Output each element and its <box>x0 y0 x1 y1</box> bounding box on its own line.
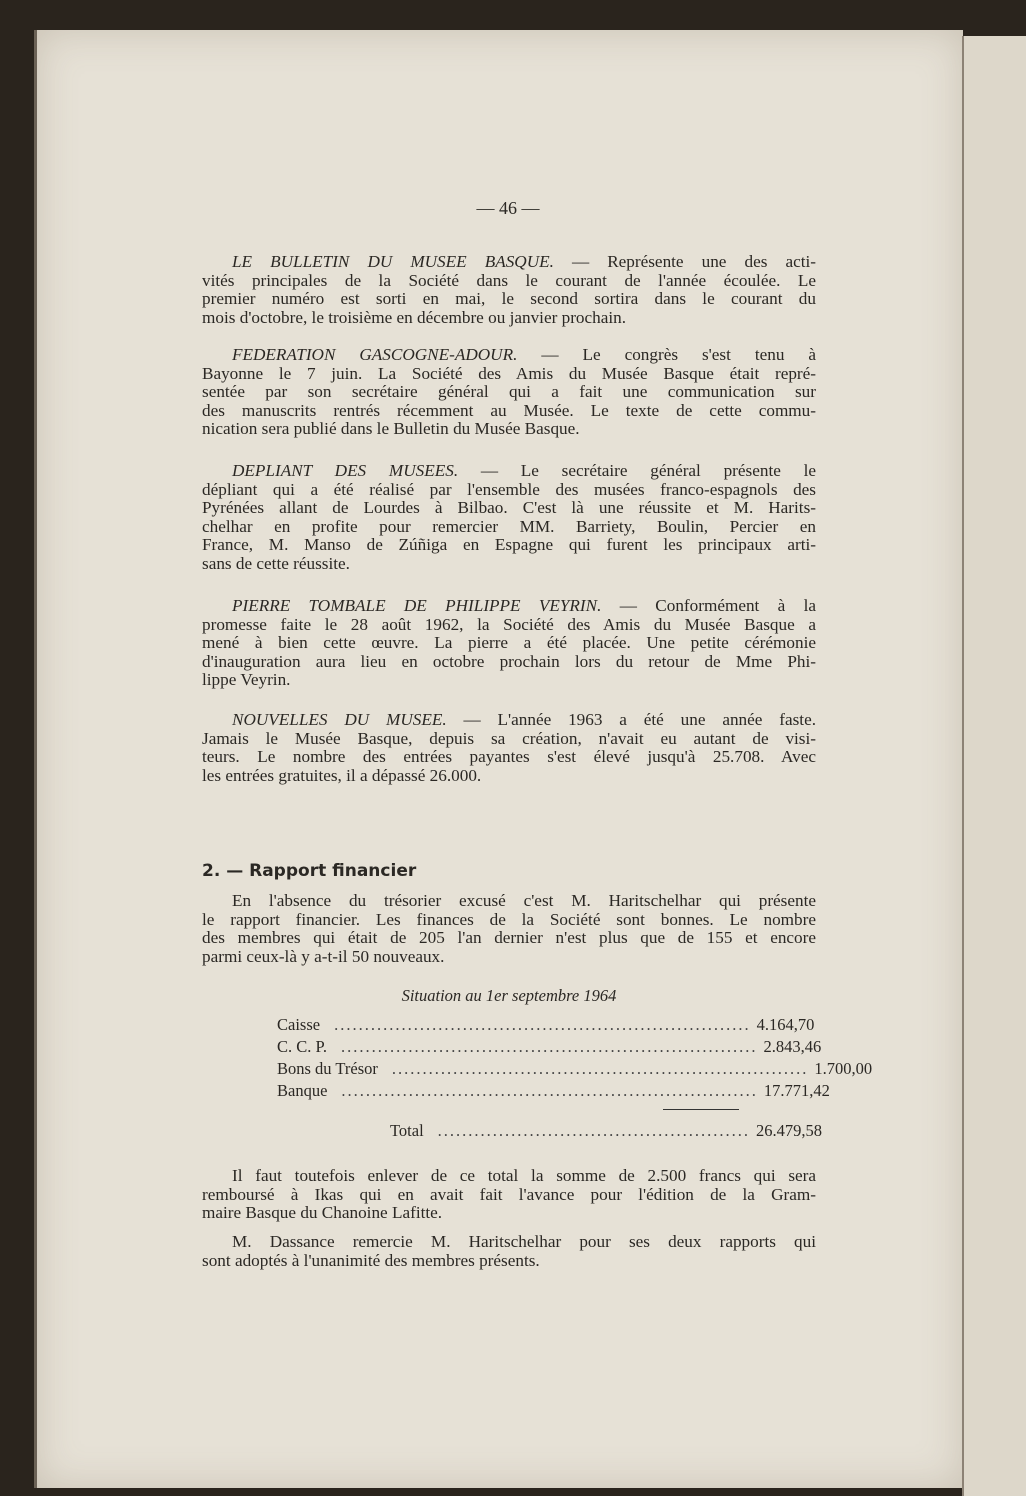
text-line <box>202 597 816 616</box>
text-line: M. Dassance remercie M. Haritschelhar pour ses deux rapports qui <box>232 1232 816 1251</box>
text-line: mois d'octobre, le troisième en décembre ou janvier prochain. <box>202 307 627 327</box>
row-label: C. C. P. <box>277 1037 327 1056</box>
text-line: sentée par son secrétaire général qui a fait une communication sur <box>202 382 816 402</box>
text-line: sans de cette réussite. <box>202 553 350 573</box>
text-line: chelhar en profite pour remercier MM. Barriety, Boulin, Percier en <box>202 516 816 536</box>
row-label: Banque <box>277 1081 328 1100</box>
table-caption: Situation au 1er septembre 1964 <box>401 986 617 1005</box>
text-line: nication sera publié dans le Bulletin du Musée Basque. <box>202 419 580 439</box>
text-line-rest: — Le secrétaire général présente le <box>480 461 816 480</box>
text-line: promesse faite le 28 août 1962, la Société des Amis du Musée Basque a <box>202 614 816 634</box>
text-line: premier numéro est sorti en mai, le second sortira dans le courant du <box>202 289 816 309</box>
table-row: C. C. P. .................................................................... 2.843,46 <box>277 1037 822 1056</box>
paragraph-title: DEPLIANT DES MUSEES. <box>232 461 459 480</box>
table-row: Banque .................................................................... 17.771,42 <box>277 1081 830 1100</box>
row-label: Bons du Trésor <box>277 1059 378 1078</box>
text-line: des membres qui était de 205 l'an dernier n'est plus que de 155 et encore <box>202 928 816 948</box>
text-line: le rapport financier. Les finances de la Société sont bonnes. Le nombre <box>202 909 816 929</box>
row-value: 1.700,00 <box>814 1059 873 1078</box>
page-number: — 46 — <box>476 198 540 218</box>
total-value: 26.479,58 <box>756 1121 823 1140</box>
text-line: lippe Veyrin. <box>202 670 291 690</box>
paragraph-title: FEDERATION GASCOGNE-ADOUR. <box>232 345 518 364</box>
text-line: Il faut toutefois enlever de ce total la somme de 2.500 francs qui sera <box>232 1166 816 1185</box>
section-heading: 2. — Rapport financier <box>202 861 417 881</box>
finance-intro-paragraph <box>202 892 816 966</box>
table-row: Bons du Trésor .................................................................... 1.700,00 <box>277 1059 873 1078</box>
row-value: 2.843,46 <box>763 1037 822 1056</box>
paragraph-title: NOUVELLES DU MUSEE. <box>232 710 447 729</box>
text-line: dépliant qui a été réalisé par l'ensemble des musées franco-espagnols des <box>202 479 816 499</box>
text-line-rest: — Conformément à la <box>619 596 816 615</box>
text-line: mené à bien cette œuvre. La pierre a été placée. Une petite cérémonie <box>202 633 816 653</box>
text-line-rest: — Représente une des acti- <box>571 252 816 271</box>
paragraph <box>202 597 816 690</box>
paragraph-title: PIERRE TOMBALE DE PHILIPPE VEYRIN. <box>232 596 602 615</box>
total-label: Total <box>390 1121 424 1140</box>
text-line <box>202 346 816 365</box>
text-line: vités principales de la Société dans le courant de l'année écoulée. Le <box>202 270 816 290</box>
text-line: parmi ceux-là y a-t-il 50 nouveaux. <box>202 946 445 966</box>
text-line <box>202 253 816 272</box>
paragraph <box>202 711 816 785</box>
text-line: Pyrénées allant de Lourdes à Bilbao. C'est là une réussite et M. Harits- <box>202 498 816 518</box>
text-line: sont adoptés à l'unanimité des membres présents. <box>202 1250 540 1270</box>
text-line <box>202 711 816 730</box>
paragraph <box>202 462 816 574</box>
text-line: En l'absence du trésorier excusé c'est M. Haritschelhar qui présente <box>232 891 816 910</box>
row-value: 4.164,70 <box>756 1015 815 1034</box>
row-value: 17.771,42 <box>763 1081 830 1100</box>
paragraph <box>202 253 816 327</box>
text-line-rest: — L'année 1963 a été une année faste. <box>463 710 817 729</box>
total-rule <box>663 1109 739 1110</box>
paragraph <box>202 346 816 439</box>
text-line-rest: — Le congrès s'est tenu à <box>541 345 816 364</box>
paragraph-title: LE BULLETIN DU MUSEE BASQUE. <box>232 252 554 271</box>
table-row: Caisse .................................................................... 4.164,70 <box>277 1015 815 1034</box>
facing-page-edge <box>962 36 1026 1496</box>
text-line: maire Basque du Chanoine Lafitte. <box>202 1203 443 1223</box>
text-line: Jamais le Musée Basque, depuis sa création, n'avait eu autant de visi- <box>202 728 816 748</box>
text-line: teurs. Le nombre des entrées payantes s'est élevé jusqu'à 25.708. Avec <box>202 747 816 767</box>
text-line: Bayonne le 7 juin. La Société des Amis du Musée Basque était repré- <box>202 363 816 383</box>
text-line: les entrées gratuites, il a dépassé 26.000. <box>202 765 482 785</box>
text-line: France, M. Manso de Zúñiga en Espagne qui furent les principaux arti- <box>202 535 816 555</box>
table-total-row: Total ................................................... 26.479,58 <box>390 1121 823 1140</box>
closing-paragraph <box>202 1233 816 1270</box>
row-label: Caisse <box>277 1015 321 1034</box>
text-line: remboursé à Ikas qui en avait fait l'avance pour l'édition de la Gram- <box>202 1184 816 1204</box>
text-line <box>202 462 816 481</box>
text-line: des manuscrits rentrés récemment au Musée. Le texte de cette commu- <box>202 400 816 420</box>
closing-paragraph <box>202 1167 816 1223</box>
text-line: d'inauguration aura lieu en octobre prochain lors du retour de Mme Phi- <box>202 651 816 671</box>
